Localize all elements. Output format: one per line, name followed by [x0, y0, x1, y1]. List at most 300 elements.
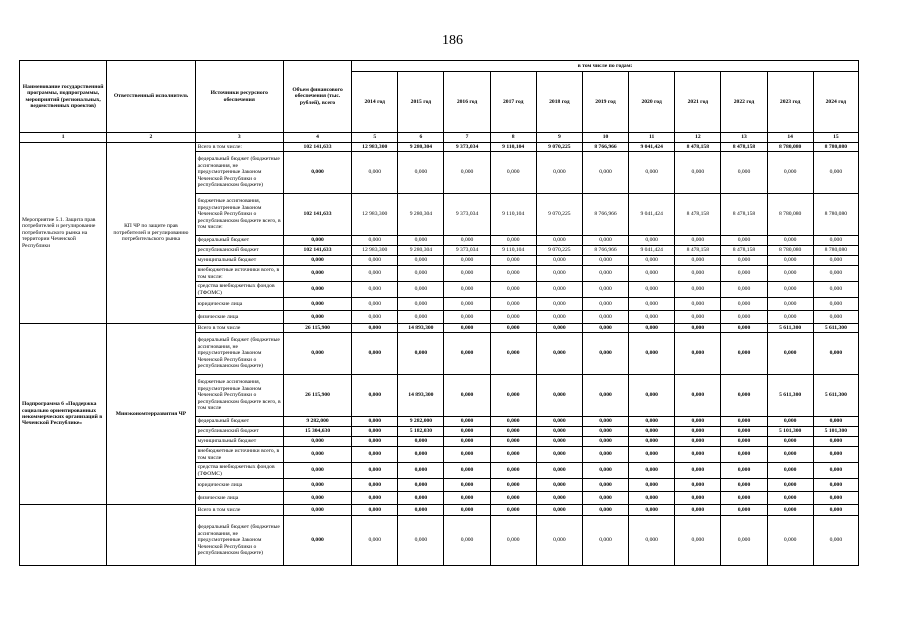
year-value-cell: 0,000 — [582, 324, 628, 333]
year-value-cell: 0,000 — [767, 266, 813, 282]
year-value-cell: 0,000 — [490, 505, 536, 516]
header-year: 2019 год — [582, 72, 628, 133]
year-value-cell: 0,000 — [767, 311, 813, 324]
year-value-cell: 0,000 — [398, 256, 444, 266]
year-value-cell: 0,000 — [629, 333, 675, 375]
total-cell: 0,000 — [283, 152, 351, 194]
funding-source-cell: муниципальный бюджет — [195, 256, 283, 266]
year-value-cell: 0,000 — [352, 447, 398, 463]
year-value-cell: 0,000 — [721, 311, 767, 324]
table-row — [20, 505, 859, 516]
year-value-cell: 0,000 — [767, 492, 813, 505]
year-value-cell: 0,000 — [767, 479, 813, 492]
year-value-cell: 0,000 — [629, 266, 675, 282]
year-value-cell: 0,000 — [721, 266, 767, 282]
funding-source-cell: республиканский бюджет — [195, 246, 283, 256]
year-value-cell: 14 893,300 — [398, 324, 444, 333]
header-name: Наименование государственной программы, подпрограммы, мероприятий (региональных, ведомственных проектов) — [20, 61, 107, 133]
year-value-cell: 0,000 — [536, 479, 582, 492]
year-value-cell: 9 373,034 — [444, 143, 490, 152]
year-value-cell: 0,000 — [536, 266, 582, 282]
year-value-cell: 0,000 — [352, 311, 398, 324]
year-value-cell: 12 983,300 — [352, 143, 398, 152]
year-value-cell: 0,000 — [675, 463, 721, 479]
year-value-cell: 0,000 — [721, 236, 767, 246]
year-value-cell: 0,000 — [675, 298, 721, 311]
year-value-cell: 0,000 — [675, 311, 721, 324]
year-value-cell: 0,000 — [813, 333, 858, 375]
year-value-cell: 9 041,424 — [629, 194, 675, 236]
total-cell: 0,000 — [283, 236, 351, 246]
total-cell: 0,000 — [283, 256, 351, 266]
total-cell: 102 141,633 — [283, 194, 351, 236]
year-value-cell: 0,000 — [813, 463, 858, 479]
year-value-cell: 0,000 — [582, 333, 628, 375]
year-value-cell: 0,000 — [813, 282, 858, 298]
year-value-cell: 0,000 — [813, 505, 858, 516]
year-value-cell: 0,000 — [721, 437, 767, 447]
program-name-cell: Подпрограмма 6 «Поддержка социально ориентированных некоммерческих организаций в Чеченской Республике» — [20, 324, 107, 505]
year-value-cell: 0,000 — [490, 516, 536, 566]
year-value-cell: 0,000 — [675, 375, 721, 417]
year-value-cell: 0,000 — [721, 375, 767, 417]
year-value-cell: 0,000 — [582, 256, 628, 266]
year-value-cell: 8 766,966 — [582, 246, 628, 256]
year-value-cell: 5 101,300 — [767, 427, 813, 437]
year-value-cell: 9 070,225 — [536, 194, 582, 236]
year-value-cell: 8 478,158 — [675, 194, 721, 236]
year-value-cell: 0,000 — [444, 152, 490, 194]
year-value-cell: 0,000 — [352, 479, 398, 492]
table-row — [20, 324, 859, 333]
year-value-cell: 0,000 — [490, 375, 536, 417]
year-value-cell: 0,000 — [398, 282, 444, 298]
year-value-cell: 0,000 — [444, 505, 490, 516]
year-value-cell: 0,000 — [629, 492, 675, 505]
year-value-cell: 5 101,300 — [813, 427, 858, 437]
year-value-cell: 0,000 — [444, 463, 490, 479]
year-value-cell: 0,000 — [536, 417, 582, 427]
year-value-cell: 0,000 — [398, 333, 444, 375]
executor-cell: Минэкономтерразвития ЧР — [107, 324, 195, 505]
column-number: 4 — [283, 133, 351, 143]
year-value-cell: 0,000 — [352, 266, 398, 282]
total-cell: 102 141,633 — [283, 143, 351, 152]
year-value-cell: 5 182,030 — [398, 427, 444, 437]
year-value-cell: 0,000 — [444, 311, 490, 324]
year-value-cell: 0,000 — [721, 479, 767, 492]
year-value-cell: 0,000 — [398, 492, 444, 505]
header-source: Источники ресурсного обеспечения — [195, 61, 283, 133]
column-number: 2 — [107, 133, 195, 143]
year-value-cell: 0,000 — [398, 479, 444, 492]
year-value-cell: 9 110,104 — [490, 246, 536, 256]
year-value-cell: 8 780,080 — [767, 194, 813, 236]
year-value-cell: 0,000 — [767, 417, 813, 427]
year-value-cell: 0,000 — [536, 333, 582, 375]
year-value-cell: 8 478,158 — [721, 143, 767, 152]
year-value-cell: 0,000 — [490, 282, 536, 298]
funding-source-cell: федеральный бюджет (бюджетные ассигнования, не предусмотренные Законом Чеченской Республики о республиканском бюджете) — [195, 152, 283, 194]
year-value-cell: 8 766,966 — [582, 143, 628, 152]
year-value-cell: 0,000 — [675, 437, 721, 447]
year-value-cell: 0,000 — [536, 516, 582, 566]
year-value-cell: 0,000 — [629, 298, 675, 311]
year-value-cell: 0,000 — [352, 236, 398, 246]
column-number: 10 — [582, 133, 628, 143]
year-value-cell: 0,000 — [582, 417, 628, 427]
year-value-cell: 0,000 — [352, 298, 398, 311]
header-year: 2018 год — [536, 72, 582, 133]
year-value-cell: 0,000 — [813, 447, 858, 463]
year-value-cell: 9 373,034 — [444, 246, 490, 256]
executor-cell: КП ЧР по защите прав потребителей и регулированию потребительского рынка — [107, 143, 195, 324]
year-value-cell: 0,000 — [582, 463, 628, 479]
total-cell: 26 115,900 — [283, 324, 351, 333]
year-value-cell: 0,000 — [490, 463, 536, 479]
year-value-cell: 0,000 — [536, 256, 582, 266]
total-cell: 0,000 — [283, 447, 351, 463]
year-value-cell: 0,000 — [813, 492, 858, 505]
year-value-cell: 0,000 — [767, 282, 813, 298]
header-executor: Ответственный исполнитель — [107, 61, 195, 133]
year-value-cell: 0,000 — [629, 324, 675, 333]
year-value-cell: 0,000 — [675, 256, 721, 266]
year-value-cell: 0,000 — [767, 447, 813, 463]
year-value-cell: 0,000 — [490, 311, 536, 324]
year-value-cell: 0,000 — [582, 447, 628, 463]
header-year: 2021 год — [675, 72, 721, 133]
year-value-cell: 0,000 — [582, 152, 628, 194]
year-value-cell: 0,000 — [767, 505, 813, 516]
column-number: 7 — [444, 133, 490, 143]
funding-source-cell: бюджетные ассигнования, предусмотренные Законом Чеченской Республики о республиканском бюджете всего, в том числе: — [195, 194, 283, 236]
year-value-cell: 9 041,424 — [629, 246, 675, 256]
year-value-cell: 0,000 — [444, 375, 490, 417]
total-cell: 0,000 — [283, 463, 351, 479]
year-value-cell: 0,000 — [675, 152, 721, 194]
year-value-cell: 0,000 — [352, 333, 398, 375]
total-cell: 0,000 — [283, 298, 351, 311]
year-value-cell: 9 280,304 — [398, 194, 444, 236]
year-value-cell: 0,000 — [721, 282, 767, 298]
funding-source-cell: бюджетные ассигнования, предусмотренные Законом Чеченской Республики о республиканском бюджете всего, в том числе — [195, 375, 283, 417]
year-value-cell: 9 070,225 — [536, 246, 582, 256]
year-value-cell: 0,000 — [582, 282, 628, 298]
year-value-cell: 0,000 — [490, 437, 536, 447]
year-value-cell: 0,000 — [582, 298, 628, 311]
column-number: 13 — [721, 133, 767, 143]
year-value-cell: 5 611,300 — [813, 375, 858, 417]
year-value-cell: 0,000 — [721, 417, 767, 427]
header-numbers-row — [20, 133, 859, 143]
year-value-cell: 0,000 — [675, 479, 721, 492]
year-value-cell: 0,000 — [629, 463, 675, 479]
year-value-cell: 0,000 — [444, 333, 490, 375]
year-value-cell: 0,000 — [490, 447, 536, 463]
year-value-cell: 0,000 — [675, 333, 721, 375]
year-value-cell: 8 478,158 — [675, 246, 721, 256]
year-value-cell: 0,000 — [536, 152, 582, 194]
year-value-cell: 0,000 — [629, 311, 675, 324]
program-name-cell: Мероприятие 5.1. Защита прав потребителей и регулирование потребительского рынка на территории Чеченской Республики — [20, 143, 107, 324]
year-value-cell: 0,000 — [813, 516, 858, 566]
column-number: 3 — [195, 133, 283, 143]
year-value-cell: 8 478,158 — [675, 143, 721, 152]
year-value-cell: 0,000 — [629, 236, 675, 246]
column-number: 8 — [490, 133, 536, 143]
year-value-cell: 0,000 — [536, 492, 582, 505]
year-value-cell: 0,000 — [675, 417, 721, 427]
funding-source-cell: физические лица — [195, 311, 283, 324]
year-value-cell: 0,000 — [490, 324, 536, 333]
year-value-cell: 0,000 — [398, 516, 444, 566]
total-cell: 0,000 — [283, 505, 351, 516]
year-value-cell: 14 893,300 — [398, 375, 444, 417]
funding-source-cell: муниципальный бюджет — [195, 437, 283, 447]
year-value-cell: 0,000 — [582, 437, 628, 447]
year-value-cell: 0,000 — [536, 236, 582, 246]
year-value-cell: 0,000 — [721, 492, 767, 505]
funding-source-cell: федеральный бюджет (бюджетные ассигнования, не предусмотренные Законом Чеченской Республики о республиканском бюджете) — [195, 333, 283, 375]
year-value-cell: 8 780,080 — [813, 194, 858, 236]
year-value-cell: 0,000 — [675, 324, 721, 333]
year-value-cell: 0,000 — [629, 256, 675, 266]
funding-source-cell: федеральный бюджет (бюджетные ассигнования, не предусмотренные Законом Чеченской Республики о республиканском бюджете) — [195, 516, 283, 566]
year-value-cell: 0,000 — [721, 298, 767, 311]
total-cell: 0,000 — [283, 492, 351, 505]
column-number: 5 — [352, 133, 398, 143]
year-value-cell: 0,000 — [352, 417, 398, 427]
funding-source-cell: Всего в том числе — [195, 324, 283, 333]
year-value-cell: 0,000 — [767, 463, 813, 479]
header-years-group: в том числе по годам: — [352, 61, 859, 72]
year-value-cell: 0,000 — [675, 505, 721, 516]
funding-source-cell: внебюджетные источники всего, в том числе — [195, 447, 283, 463]
year-value-cell: 8 780,080 — [767, 246, 813, 256]
total-cell: 26 115,900 — [283, 375, 351, 417]
year-value-cell: 0,000 — [767, 236, 813, 246]
year-value-cell: 0,000 — [721, 256, 767, 266]
column-number: 14 — [767, 133, 813, 143]
year-value-cell: 0,000 — [629, 447, 675, 463]
year-value-cell: 0,000 — [352, 427, 398, 437]
total-cell: 0,000 — [283, 266, 351, 282]
year-value-cell: 0,000 — [444, 437, 490, 447]
total-cell: 0,000 — [283, 333, 351, 375]
year-value-cell: 0,000 — [721, 447, 767, 463]
year-value-cell: 0,000 — [767, 333, 813, 375]
year-value-cell: 0,000 — [398, 236, 444, 246]
year-value-cell: 0,000 — [582, 516, 628, 566]
year-value-cell: 0,000 — [813, 311, 858, 324]
year-value-cell: 0,000 — [675, 427, 721, 437]
year-value-cell: 8 766,966 — [582, 194, 628, 236]
year-value-cell: 0,000 — [675, 236, 721, 246]
executor-cell — [107, 505, 195, 566]
funding-table-wrapper — [19, 60, 859, 640]
year-value-cell: 0,000 — [767, 298, 813, 311]
year-value-cell: 0,000 — [444, 256, 490, 266]
year-value-cell: 0,000 — [813, 256, 858, 266]
year-value-cell: 5 611,300 — [767, 324, 813, 333]
year-value-cell: 0,000 — [398, 311, 444, 324]
year-value-cell: 0,000 — [490, 236, 536, 246]
year-value-cell: 0,000 — [813, 266, 858, 282]
funding-source-cell: внебюджетные источники всего, в том числе: — [195, 266, 283, 282]
year-value-cell: 0,000 — [813, 152, 858, 194]
year-value-cell: 0,000 — [629, 505, 675, 516]
year-value-cell: 0,000 — [813, 298, 858, 311]
year-value-cell: 0,000 — [490, 333, 536, 375]
year-value-cell: 0,000 — [490, 427, 536, 437]
total-cell: 0,000 — [283, 311, 351, 324]
year-value-cell: 0,000 — [398, 447, 444, 463]
year-value-cell: 9 282,000 — [398, 417, 444, 427]
year-value-cell: 0,000 — [675, 492, 721, 505]
year-value-cell: 8 780,080 — [813, 246, 858, 256]
year-value-cell: 5 611,300 — [767, 375, 813, 417]
funding-source-cell: средства внебюджетных фондов (ТФОМС) — [195, 282, 283, 298]
funding-source-cell: федеральный бюджет — [195, 417, 283, 427]
year-value-cell: 12 983,300 — [352, 246, 398, 256]
year-value-cell: 0,000 — [490, 152, 536, 194]
year-value-cell: 0,000 — [444, 266, 490, 282]
year-value-cell: 0,000 — [536, 311, 582, 324]
year-value-cell: 8 780,080 — [813, 143, 858, 152]
funding-source-cell: средства внебюджетных фондов (ТФОМС) — [195, 463, 283, 479]
year-value-cell: 0,000 — [582, 505, 628, 516]
year-value-cell: 0,000 — [490, 256, 536, 266]
year-value-cell: 0,000 — [813, 417, 858, 427]
year-value-cell: 0,000 — [629, 282, 675, 298]
column-number: 15 — [813, 133, 858, 143]
year-value-cell: 0,000 — [582, 479, 628, 492]
year-value-cell: 0,000 — [721, 463, 767, 479]
year-value-cell: 0,000 — [352, 492, 398, 505]
total-cell: 0,000 — [283, 437, 351, 447]
year-value-cell: 0,000 — [629, 516, 675, 566]
year-value-cell: 0,000 — [629, 417, 675, 427]
year-value-cell: 0,000 — [490, 266, 536, 282]
year-value-cell: 0,000 — [444, 282, 490, 298]
year-value-cell: 8 478,158 — [721, 194, 767, 236]
column-number: 1 — [20, 133, 107, 143]
year-value-cell: 9 070,225 — [536, 143, 582, 152]
header-total: Объем финансового обеспечения (тыс. рублей), всего — [283, 61, 351, 133]
year-value-cell: 0,000 — [398, 152, 444, 194]
year-value-cell: 0,000 — [536, 437, 582, 447]
year-value-cell: 9 373,034 — [444, 194, 490, 236]
year-value-cell: 0,000 — [675, 516, 721, 566]
total-cell: 15 304,630 — [283, 427, 351, 437]
year-value-cell: 9 110,104 — [490, 143, 536, 152]
year-value-cell: 0,000 — [767, 152, 813, 194]
year-value-cell: 0,000 — [352, 463, 398, 479]
year-value-cell: 0,000 — [629, 427, 675, 437]
year-value-cell: 0,000 — [536, 447, 582, 463]
year-value-cell: 0,000 — [629, 479, 675, 492]
year-value-cell: 0,000 — [352, 282, 398, 298]
year-value-cell: 0,000 — [767, 516, 813, 566]
year-value-cell: 0,000 — [536, 463, 582, 479]
year-value-cell: 0,000 — [536, 324, 582, 333]
header-year: 2017 год — [490, 72, 536, 133]
year-value-cell: 0,000 — [352, 516, 398, 566]
year-value-cell: 0,000 — [675, 447, 721, 463]
header-year: 2023 год — [767, 72, 813, 133]
year-value-cell: 0,000 — [721, 516, 767, 566]
year-value-cell: 0,000 — [490, 298, 536, 311]
year-value-cell: 0,000 — [629, 375, 675, 417]
year-value-cell: 0,000 — [536, 505, 582, 516]
year-value-cell: 0,000 — [813, 437, 858, 447]
year-value-cell: 0,000 — [398, 505, 444, 516]
funding-source-cell: республиканский бюджет — [195, 427, 283, 437]
year-value-cell: 0,000 — [582, 375, 628, 417]
year-value-cell: 0,000 — [582, 311, 628, 324]
year-value-cell: 0,000 — [444, 492, 490, 505]
year-value-cell: 0,000 — [582, 236, 628, 246]
year-value-cell: 8 478,158 — [721, 246, 767, 256]
year-value-cell: 0,000 — [352, 256, 398, 266]
column-number: 9 — [536, 133, 582, 143]
year-value-cell: 0,000 — [444, 417, 490, 427]
year-value-cell: 0,000 — [536, 375, 582, 417]
year-value-cell: 0,000 — [675, 282, 721, 298]
header-year: 2022 год — [721, 72, 767, 133]
year-value-cell: 5 611,300 — [813, 324, 858, 333]
year-value-cell: 0,000 — [444, 298, 490, 311]
year-value-cell: 0,000 — [582, 492, 628, 505]
funding-source-cell: федеральный бюджет — [195, 236, 283, 246]
column-number: 12 — [675, 133, 721, 143]
year-value-cell: 0,000 — [352, 505, 398, 516]
year-value-cell: 0,000 — [629, 437, 675, 447]
year-value-cell: 0,000 — [444, 324, 490, 333]
column-number: 11 — [629, 133, 675, 143]
header-year: 2014 год — [352, 72, 398, 133]
year-value-cell: 8 780,080 — [767, 143, 813, 152]
year-value-cell: 0,000 — [721, 505, 767, 516]
year-value-cell: 9 280,304 — [398, 143, 444, 152]
total-cell: 102 141,633 — [283, 246, 351, 256]
year-value-cell: 0,000 — [582, 266, 628, 282]
funding-source-cell: Всего в том числе — [195, 505, 283, 516]
header-year: 2015 год — [398, 72, 444, 133]
funding-table — [19, 60, 859, 566]
year-value-cell: 0,000 — [675, 266, 721, 282]
funding-source-cell: юридические лица — [195, 479, 283, 492]
year-value-cell: 0,000 — [444, 479, 490, 492]
year-value-cell: 0,000 — [536, 427, 582, 437]
year-value-cell: 0,000 — [813, 479, 858, 492]
year-value-cell: 0,000 — [490, 492, 536, 505]
funding-source-cell: юридические лица — [195, 298, 283, 311]
year-value-cell: 0,000 — [398, 463, 444, 479]
year-value-cell: 0,000 — [398, 437, 444, 447]
header-year: 2024 год — [813, 72, 858, 133]
year-value-cell: 0,000 — [582, 427, 628, 437]
year-value-cell: 9 041,424 — [629, 143, 675, 152]
year-value-cell: 0,000 — [352, 437, 398, 447]
year-value-cell: 0,000 — [444, 427, 490, 437]
year-value-cell: 0,000 — [536, 282, 582, 298]
year-value-cell: 0,000 — [490, 479, 536, 492]
total-cell: 0,000 — [283, 282, 351, 298]
year-value-cell: 0,000 — [398, 266, 444, 282]
year-value-cell: 0,000 — [813, 236, 858, 246]
